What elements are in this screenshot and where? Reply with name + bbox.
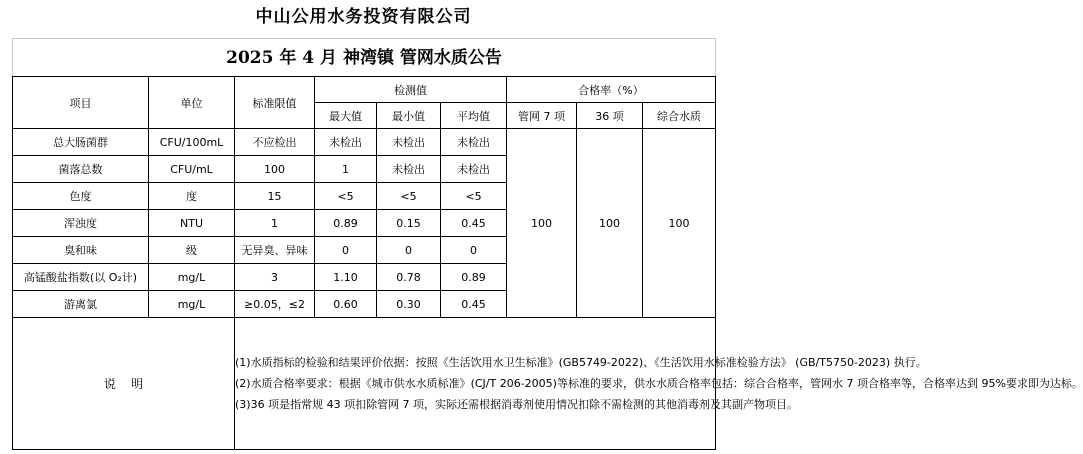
header-rate-36: 36 项 bbox=[577, 103, 643, 129]
row-item: 总大肠菌群 bbox=[13, 129, 149, 156]
row-max: 1.10 bbox=[315, 264, 377, 291]
row-unit: CFU/100mL bbox=[149, 129, 235, 156]
company-name: 中山公用水务投资有限公司 bbox=[255, 7, 472, 27]
row-max: 0 bbox=[315, 237, 377, 264]
row-min: 0.30 bbox=[377, 291, 441, 318]
row-min: 未检出 bbox=[377, 156, 441, 183]
rate-36-value: 100 bbox=[577, 129, 643, 318]
header-max: 最大值 bbox=[315, 103, 377, 129]
row-max: 1 bbox=[315, 156, 377, 183]
row-item: 高锰酸盐指数(以 O₂计) bbox=[13, 264, 149, 291]
row-unit: 度 bbox=[149, 183, 235, 210]
row-item: 游离氯 bbox=[13, 291, 149, 318]
header-limit: 标准限值 bbox=[235, 77, 315, 129]
rate-overall-value: 100 bbox=[643, 129, 716, 318]
row-max: 未检出 bbox=[315, 129, 377, 156]
row-limit: 1 bbox=[235, 210, 315, 237]
row-avg: <5 bbox=[441, 183, 507, 210]
row-min: 0.78 bbox=[377, 264, 441, 291]
header-min: 最小值 bbox=[377, 103, 441, 129]
row-unit: CFU/mL bbox=[149, 156, 235, 183]
water-quality-table bbox=[12, 76, 1083, 450]
row-max: <5 bbox=[315, 183, 377, 210]
row-max: 0.60 bbox=[315, 291, 377, 318]
row-avg: 未检出 bbox=[441, 129, 507, 156]
notice-title: 2025 年 4 月 神湾镇 管网水质公告 bbox=[12, 38, 716, 77]
row-unit: mg/L bbox=[149, 264, 235, 291]
row-min: 0.15 bbox=[377, 210, 441, 237]
row-min: 0 bbox=[377, 237, 441, 264]
row-min: <5 bbox=[377, 183, 441, 210]
row-max: 0.89 bbox=[315, 210, 377, 237]
row-avg: 0.45 bbox=[441, 210, 507, 237]
row-min: 未检出 bbox=[377, 129, 441, 156]
row-limit: 无异臭、异味 bbox=[235, 237, 315, 264]
row-limit: ≥0.05，≤2 bbox=[235, 291, 315, 318]
header-avg: 平均值 bbox=[441, 103, 507, 129]
row-item: 浑浊度 bbox=[13, 210, 149, 237]
row-item: 菌落总数 bbox=[13, 156, 149, 183]
rate-pipe7-value: 100 bbox=[507, 129, 577, 318]
note-line-3: (3)36 项是指常规 43 项扣除管网 7 项，实际还需根据消毒剂使用情况扣除不需检测的其他消毒剂及其副产物项目。 bbox=[235, 398, 799, 411]
row-item: 色度 bbox=[13, 183, 149, 210]
row-item: 臭和味 bbox=[13, 237, 149, 264]
row-limit: 不应检出 bbox=[235, 129, 315, 156]
header-rate-group: 合格率（%） bbox=[507, 77, 716, 103]
header-unit: 单位 bbox=[149, 77, 235, 129]
row-avg: 未检出 bbox=[441, 156, 507, 183]
note-line-1: (1)水质指标的检验和结果评价依据：按照《生活饮用水卫生标准》(GB5749-2022)、《生活饮用水标准检验方法》 (GB/T5750-2023) 执行。 bbox=[235, 356, 927, 369]
header-rate-overall: 综合水质 bbox=[643, 103, 716, 129]
row-avg: 0.45 bbox=[441, 291, 507, 318]
row-limit: 100 bbox=[235, 156, 315, 183]
row-limit: 3 bbox=[235, 264, 315, 291]
notes-row bbox=[13, 318, 716, 450]
table-row bbox=[13, 129, 716, 156]
header-detect-group: 检测值 bbox=[315, 77, 507, 103]
header-item: 项目 bbox=[13, 77, 149, 129]
row-limit: 15 bbox=[235, 183, 315, 210]
header-rate-pipe7: 管网 7 项 bbox=[507, 103, 577, 129]
note-line-2: (2)水质合格率要求：根据《城市供水水质标准》(CJ/T 206-2005)等标准的要求，供水水质合格率包括：综合合格率，管网水 7 项合格率等，合格率达到 95%要求即为达标。 bbox=[235, 377, 1083, 390]
notes-label: 说 明 bbox=[13, 318, 235, 450]
row-unit: mg/L bbox=[149, 291, 235, 318]
row-unit: NTU bbox=[149, 210, 235, 237]
notes-text bbox=[235, 318, 1083, 450]
row-unit: 级 bbox=[149, 237, 235, 264]
row-avg: 0.89 bbox=[441, 264, 507, 291]
row-avg: 0 bbox=[441, 237, 507, 264]
